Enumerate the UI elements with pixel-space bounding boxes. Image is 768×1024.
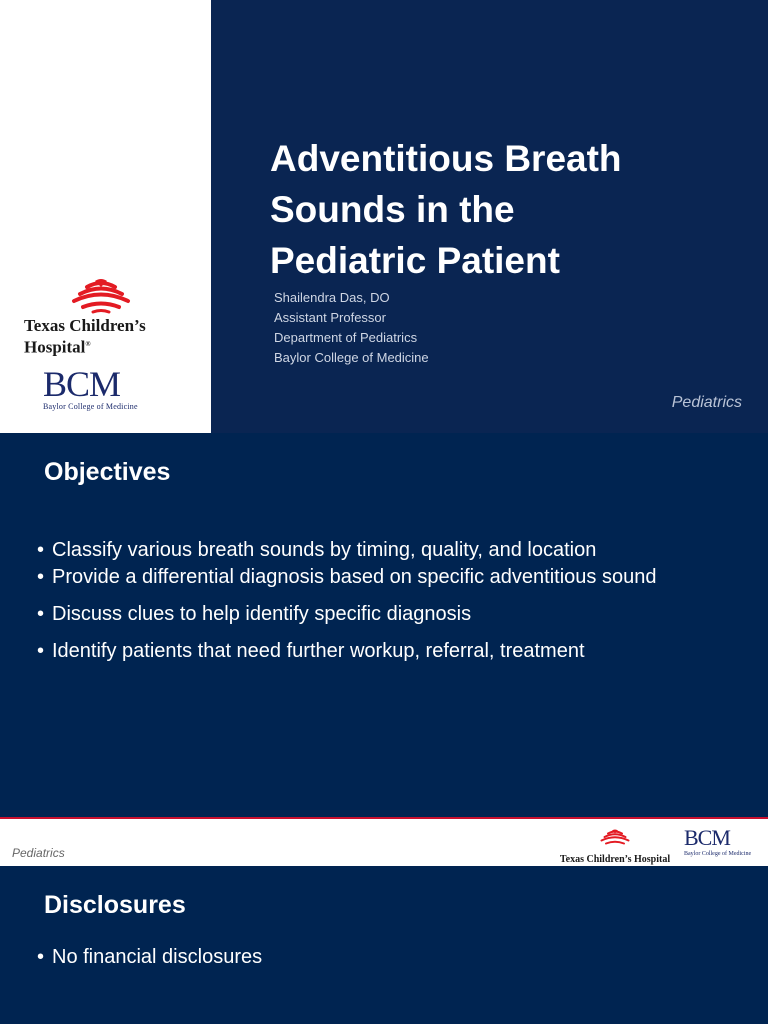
slide-title: Objectives bbox=[44, 458, 171, 486]
objectives-list bbox=[37, 537, 737, 675]
footer-tch-logo bbox=[556, 829, 674, 865]
presenter-department: Department of Pediatrics bbox=[274, 330, 418, 345]
list-item: • Provide a differential diagnosis based on specific adventitious sound bbox=[37, 564, 737, 591]
texas-childrens-hospital-logo-icon bbox=[71, 278, 131, 314]
slide-footer bbox=[0, 817, 768, 866]
list-item: • No financial disclosures bbox=[37, 944, 262, 971]
slide-title: Disclosures bbox=[44, 891, 186, 919]
presenter-name: Shailendra Das, DO bbox=[274, 290, 390, 305]
list-item: • Classify various breath sounds by timing, quality, and location bbox=[37, 537, 737, 564]
footer-tag: Pediatrics bbox=[12, 846, 65, 860]
disclosures-slide bbox=[0, 866, 768, 1024]
presenter-rank: Assistant Professor bbox=[274, 310, 386, 325]
list-item: • Identify patients that need further workup, referral, treatment bbox=[37, 638, 737, 665]
disclosures-list bbox=[37, 944, 262, 971]
footer-tch-name: Texas Children’s Hospital bbox=[559, 854, 671, 865]
logo-panel bbox=[0, 0, 211, 433]
presenter-info bbox=[274, 288, 429, 368]
title-slide bbox=[0, 0, 768, 433]
footer-bcm-logo: BCM bbox=[684, 825, 730, 850]
bcm-full-name: Baylor College of Medicine bbox=[43, 402, 138, 411]
presentation-title: Adventitious Breath Sounds in the Pediatric Patient bbox=[270, 138, 622, 281]
texas-childrens-hospital-name: Texas Children’s Hospital® bbox=[24, 316, 146, 357]
texas-childrens-hospital-logo-icon bbox=[600, 829, 630, 847]
bcm-logo: BCM bbox=[43, 364, 121, 404]
footer-bcm-full-name: Baylor College of Medicine bbox=[684, 851, 752, 857]
list-item: • Discuss clues to help identify specific diagnosis bbox=[37, 601, 737, 628]
footer-tag: Pediatrics bbox=[671, 394, 742, 411]
objectives-slide bbox=[0, 433, 768, 866]
presenter-institution: Baylor College of Medicine bbox=[274, 350, 429, 365]
